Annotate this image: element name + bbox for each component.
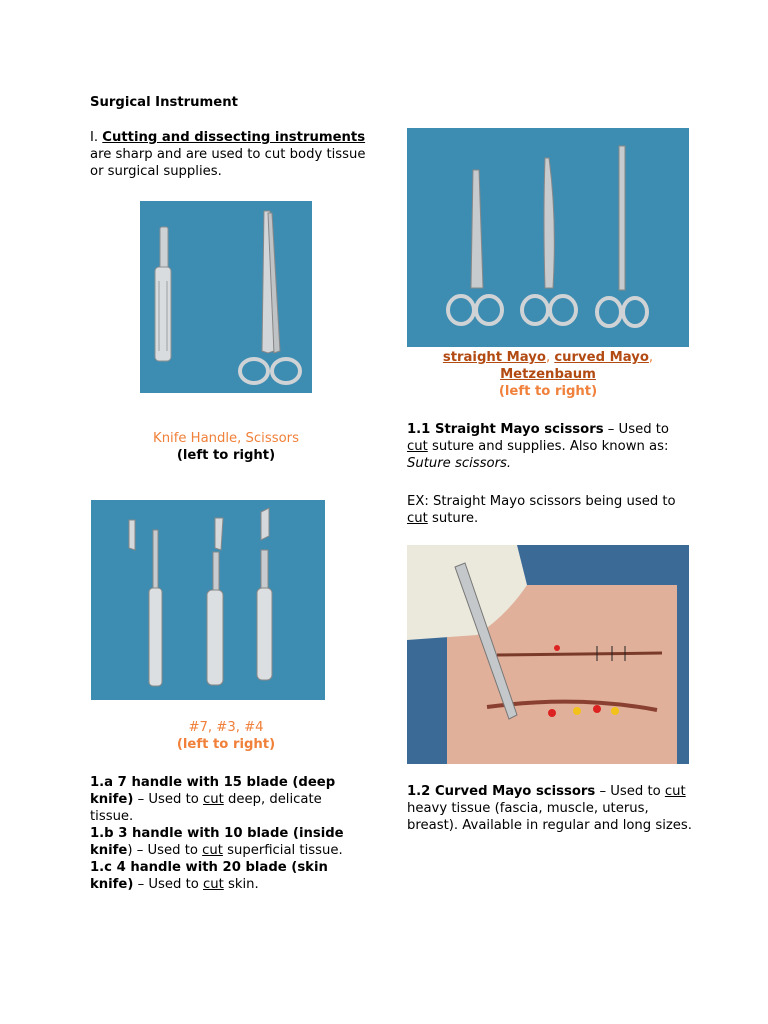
paragraph-straight-mayo: 1.1 Straight Mayo scissors – Used to cut suture and supplies. Also known as: Suture scissors. [407,422,669,471]
item-label: 1.a 7 handle with 15 blade (deep knife) [90,775,336,807]
list-item: 1.b 3 handle with 10 blade (inside knife) – Used to cut superficial tissue. [90,826,344,858]
item-label: 1.b 3 handle with 10 blade (inside knife [90,826,344,858]
knife-handle-scissors-photo [140,201,312,393]
paragraph-curved-mayo: 1.2 Curved Mayo scissors – Used to cut heavy tissue (fascia, muscle, uterus, breast). Available in regular and long sizes. [407,784,692,833]
section-numeral: I. [90,130,99,145]
knife-handles-blades-illustration [91,500,325,700]
caption-curved-mayo: curved Mayo [554,350,649,365]
figure3-caption-order: (left to right) [498,384,598,399]
figure3-caption: straight Mayo, curved Mayo, Metzenbaum (left to right) [407,349,689,400]
section-description: are sharp and are used to cut body tissue or surgical supplies. [90,147,366,179]
blade-list [90,774,365,893]
cutting-suture-illustration [407,545,689,764]
document-title: Surgical Instrument [90,95,238,110]
also-known-as: Suture scissors. [407,456,512,471]
paragraph-label: 1.1 Straight Mayo scissors [407,422,604,437]
figure1-caption [90,430,362,464]
knife-handles-blades-photo [91,500,325,700]
figure2-caption [91,719,361,753]
paragraph-example: EX: Straight Mayo scissors being used to cut suture. [407,494,676,526]
list-item: 1.a 7 handle with 15 blade (deep knife) – Used to cut deep, delicate tissue. [90,775,336,824]
mayo-scissors-photo [407,128,689,347]
figure1-caption-names: Knife Handle, Scissors [153,431,299,446]
figure1-caption-order: (left to right) [176,448,276,463]
section-heading: Cutting and dissecting instruments [102,130,366,145]
knife-handle-scissors-illustration [140,201,312,393]
caption-metzenbaum: Metzenbaum [500,367,596,382]
caption-straight-mayo: straight Mayo [442,350,546,365]
item-label: 1.c 4 handle with 20 blade (skin knife) [90,860,328,892]
figure2-caption-names: #7, #3, #4 [188,720,264,735]
figure2-caption-order: (left to right) [176,737,276,752]
list-item: 1.c 4 handle with 20 blade (skin knife) – Used to cut skin. [90,860,328,892]
paragraph-label: 1.2 Curved Mayo scissors [407,784,596,799]
section-intro [90,129,370,180]
mayo-scissors-illustration [407,128,689,347]
cutting-suture-photo [407,545,689,764]
